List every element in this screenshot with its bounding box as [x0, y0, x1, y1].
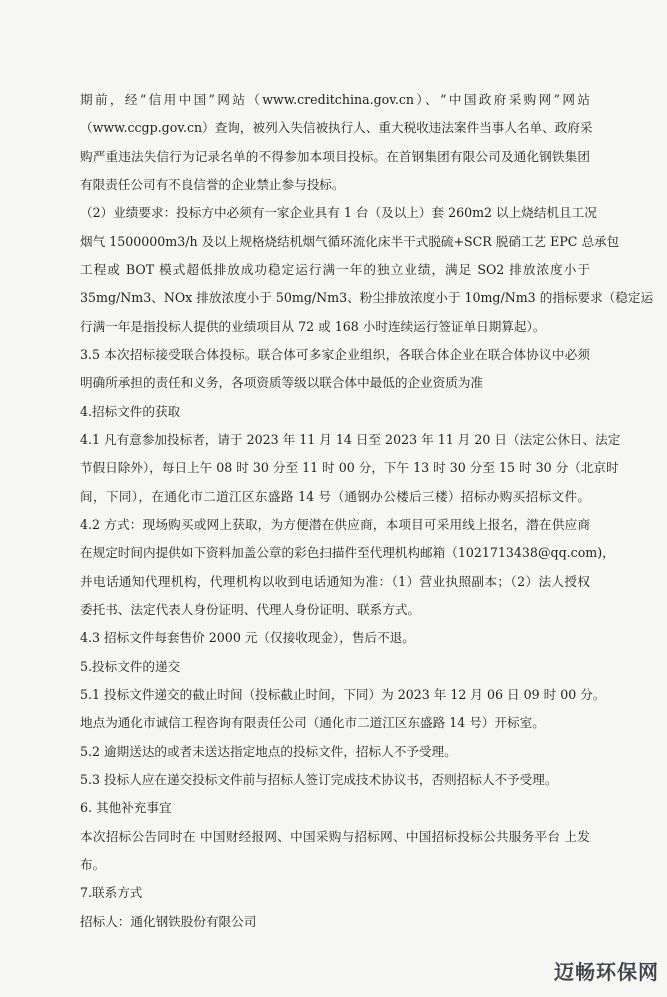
paragraph-5-3 [80, 766, 592, 794]
paragraph-5-2 [80, 738, 592, 766]
paragraph-6 [80, 823, 592, 880]
text-line: 4.3 招标文件每套售价 2000 元（仅接收现金），售后不退。 [80, 630, 415, 646]
section-7 [80, 879, 592, 936]
section-heading: 6. 其他补充事宜 [80, 800, 172, 816]
section-heading: 4.招标文件的获取 [80, 403, 181, 419]
text-line: 委托书、法定代表人身份证明、代理人身份证明、联系方式。 [80, 601, 421, 617]
text-line: 布。 [80, 856, 106, 872]
paragraph-4-2 [80, 511, 615, 624]
text-line: 并电话通知代理机构，代理机构以收到电话通知为准：（1）营业执照副本；（2）法人授权 [80, 573, 590, 589]
text-line: 有限责任公司有不良信誉的企业禁止参与投标。 [80, 176, 345, 192]
paragraph-qualification-check [80, 86, 592, 199]
site-watermark: 迈畅环保网 [554, 960, 659, 984]
text-line: 期前，经“信用中国”网站（www.creditchina.gov.cn）、“中国政府采购网”网站 [80, 92, 590, 107]
text-line: （2）业绩要求：投标方中必须有一家企业具有 1 台（及以上）套 260m2 以上烧结机且工况 [80, 205, 597, 221]
text-line: 购严重违法失信行为记录名单的不得参加本项目投标。在首钢集团有限公司及通化钢铁集团 [80, 148, 590, 164]
text-line: 烟气 1500000m3/h 及以上规格烧结机烟气循环流化床半干式脱硫+SCR 脱硝工艺 EPC 总承包 [80, 233, 620, 249]
text-line: （www.ccgp.gov.cn）查询，被列入失信被执行人、重大税收违法案件当事人名单、政府采 [80, 120, 593, 136]
text-line: 4.1 凡有意参加投标者，请于 2023 年 11 月 14 日至 2023 年 11 月 20 日（法定公休日、法定 [80, 431, 621, 447]
text-line: 行满一年是指投标人提供的业绩项目从 72 或 168 小时连续运行签证单日期算起）。 [80, 318, 546, 334]
text-line: 工程或 BOT 模式超低排放成功稳定运行满一年的独立业绩，满足 SO2 排放浓度小于 [80, 261, 590, 277]
section-6 [80, 794, 592, 879]
text-line: 35mg/Nm3、NOx 排放浓度小于 50mg/Nm3、粉尘排放浓度小于 10mg/Nm3 的指标要求（稳定运 [80, 290, 654, 306]
text-line: 明确所承担的责任和义务，各项资质等级以联合体中最低的企业资质为准 [80, 375, 483, 391]
section-4 [80, 398, 621, 653]
section-5 [80, 653, 606, 795]
section-heading: 7.联系方式 [80, 885, 143, 901]
text-line: 5.1 投标文件递交的截止时间（投标截止时间，下同）为 2023 年 12 月 06 日 09 时 00 分。 [80, 686, 606, 702]
text-line: 招标人：通化钢铁股份有限公司 [80, 913, 257, 929]
text-line: 5.2 逾期送达的或者未送达指定地点的投标文件，招标人不予受理。 [80, 743, 457, 759]
paragraph-performance-requirement [80, 199, 654, 341]
text-line: 节假日除外），每日上午 08 时 30 分至 11 时 00 分，下午 13 时 30 分至 15 时 30 分（北京时 [80, 460, 619, 476]
paragraph-4-3 [80, 624, 592, 652]
text-line: 4.2 方式：现场购买或网上获取，为方便潜在供应商，本项目可采用线上报名，潜在供应商 [80, 516, 590, 532]
text-line: 3.5 本次招标接受联合体投标。联合体可多家企业组织，各联合体企业在联合体协议中必须 [80, 346, 590, 362]
text-line: 5.3 投标人应在递交投标文件前与招标人签订完成技术协议书，否则招标人不予受理。 [80, 771, 558, 787]
text-line: 间，下同），在通化市二道江区东盛路 14 号（通钢办公楼后三楼）招标办购买招标文件。 [80, 488, 590, 504]
paragraph-consortium [80, 341, 592, 398]
section-heading: 5.投标文件的递交 [80, 658, 181, 674]
text-line: 地点为通化市诚信工程咨询有限责任公司（通化市二道江区东盛路 14 号）开标室。 [80, 715, 545, 731]
paragraph-7 [80, 908, 592, 936]
paragraph-4-1 [80, 426, 621, 511]
text-line: 本次招标公告同时在 中国财经报网、中国采购与招标网、中国招标投标公共服务平台 上发 [80, 828, 590, 844]
text-line: 在规定时间内提供如下资料加盖公章的彩色扫描件至代理机构邮箱（1021713438@qq.com)， [80, 545, 615, 561]
document-page [80, 86, 654, 936]
paragraph-5-1 [80, 681, 606, 738]
